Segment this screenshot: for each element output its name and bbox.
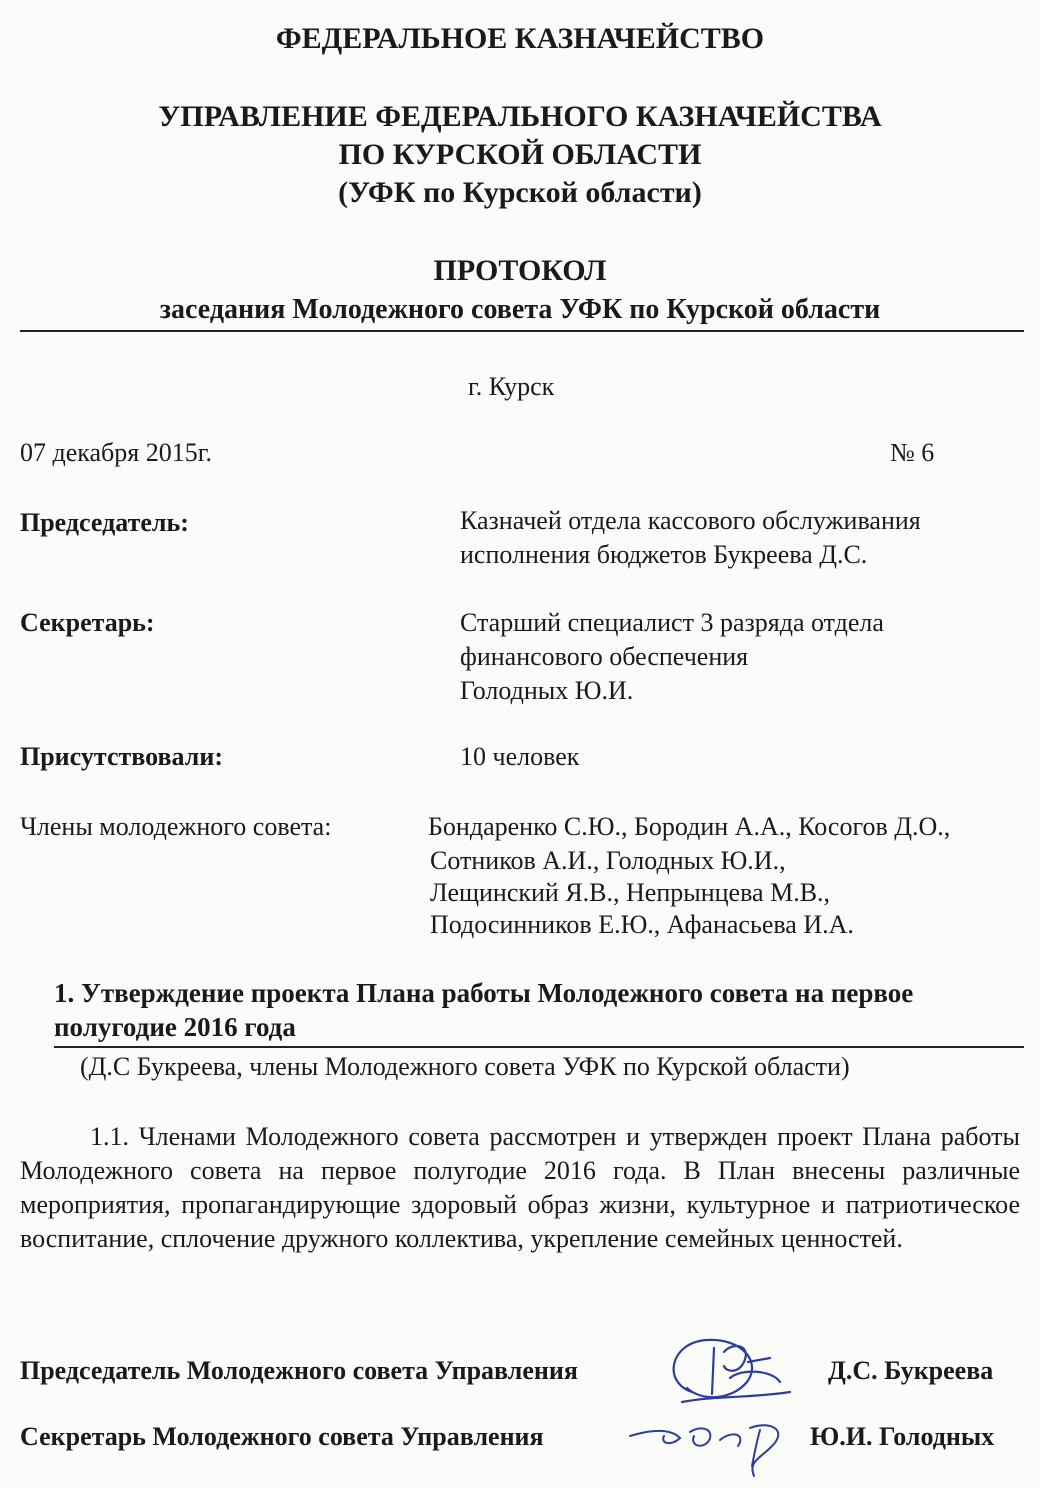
city: г. Курск	[468, 372, 555, 401]
protocol-date: 07 декабря 2015г.	[20, 438, 212, 467]
chair-line2: исполнения бюджетов Букреева Д.С.	[460, 540, 868, 569]
office-short-name: (УФК по Курской области)	[338, 176, 702, 209]
secretary-signature-name: Ю.И. Голодных	[810, 1422, 995, 1451]
agenda-item-line2: полугодие 2016 года	[54, 1012, 296, 1042]
secretary-label: Секретарь:	[20, 608, 155, 637]
secretary-signature-image	[620, 1400, 800, 1480]
secretary-line2: финансового обеспечения	[460, 642, 749, 671]
secretary-signature-title: Секретарь Молодежного совета Управления	[20, 1422, 544, 1451]
agenda-divider	[54, 1046, 1024, 1048]
office-title-line2: ПО КУРСКОЙ ОБЛАСТИ	[338, 138, 702, 171]
members-line4: Подосинников Е.Ю., Афанасьева И.А.	[430, 910, 854, 939]
present-value: 10 человек	[460, 742, 580, 771]
agenda-item-line1: 1. Утверждение проекта Плана работы Молодежного совета на первое	[54, 978, 914, 1008]
members-line3: Лещинский Я.В., Непрынцева М.В.,	[430, 878, 831, 907]
office-title-line1: УПРАВЛЕНИЕ ФЕДЕРАЛЬНОГО КАЗНАЧЕЙСТВА	[158, 100, 882, 133]
secretary-line1: Старший специалист 3 разряда отдела	[460, 608, 884, 637]
members-label: Члены молодежного совета:	[20, 812, 332, 841]
protocol-title: ПРОТОКОЛ	[433, 254, 607, 287]
title-divider	[20, 330, 1024, 332]
members-line2: Сотников А.И., Голодных Ю.И.,	[430, 846, 786, 875]
secretary-line3: Голодных Ю.И.	[460, 676, 634, 705]
agenda-speakers: (Д.С Букреева, члены Молодежного совета УФК по Курской области)	[80, 1052, 850, 1081]
chair-line1: Казначей отдела кассового обслуживания	[460, 506, 921, 535]
decision-text: 1.1. Членами Молодежного совета рассмотрен и утвержден проект Плана работы Молодежного совета на первое полугодие 2016 года. В План внесены различные мероприятия, пропагандирующие здоровый образ жизни, культурное и патриотическое воспитание, сплочение дружного коллектива, укрепление семейных ценностей.	[20, 1122, 1020, 1253]
chair-signature-title: Председатель Молодежного совета Управления	[20, 1356, 578, 1385]
chair-signature-name: Д.С. Букреева	[828, 1356, 994, 1385]
protocol-number: № 6	[890, 438, 935, 467]
members-line1: Бондаренко С.Ю., Бородин А.А., Косогов Д.О.,	[428, 812, 951, 841]
protocol-subtitle: заседания Молодежного совета УФК по Курской области	[159, 294, 881, 325]
agency-title: ФЕДЕРАЛЬНОЕ КАЗНАЧЕЙСТВО	[275, 22, 765, 55]
chair-label: Председатель:	[20, 508, 189, 537]
present-label: Присутствовали:	[20, 742, 223, 771]
decision-paragraph	[20, 1120, 1020, 1256]
